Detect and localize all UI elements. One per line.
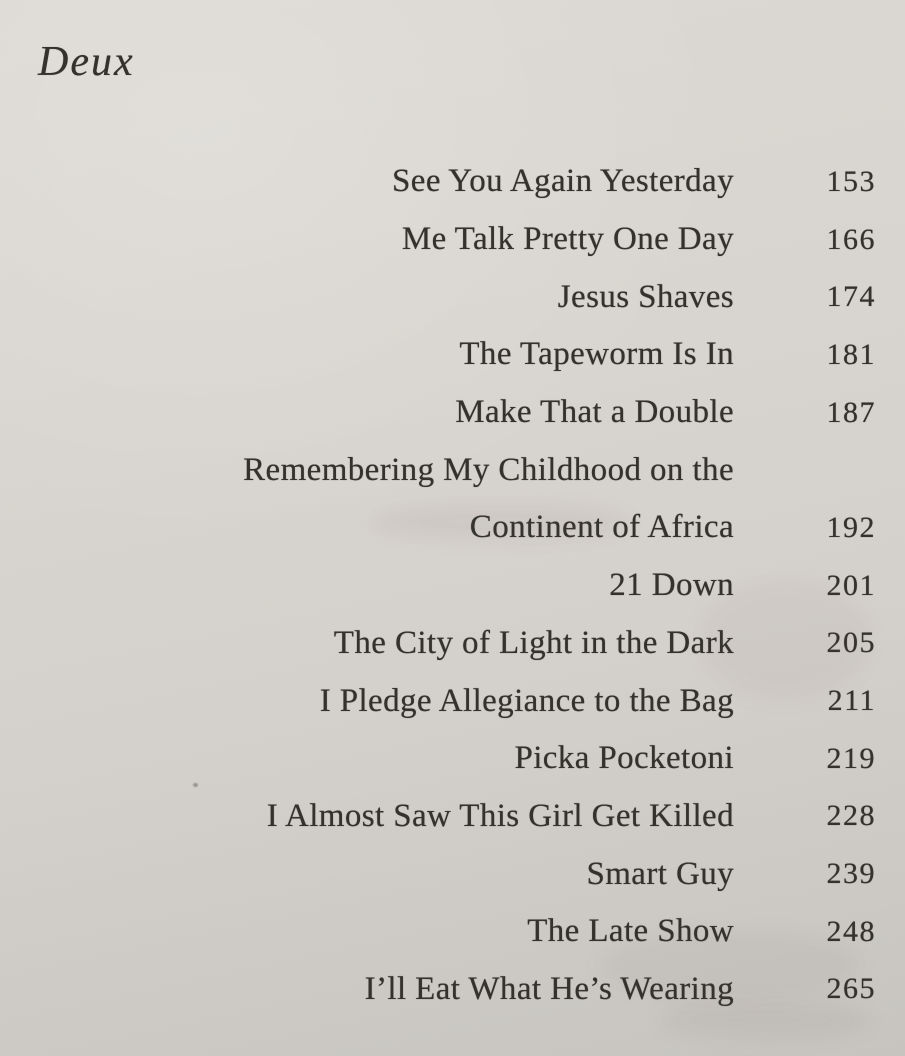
toc-row <box>30 672 876 730</box>
toc-row <box>30 268 876 326</box>
section-heading: Deux <box>38 39 135 85</box>
page-number: 166 <box>826 222 876 256</box>
page-number: 205 <box>826 626 876 660</box>
page-number: 153 <box>826 164 876 198</box>
toc-row <box>30 788 876 846</box>
chapter-title: I’ll Eat What He’s Wearing <box>364 970 734 1007</box>
page-number: 219 <box>826 741 876 775</box>
chapter-title: Remembering My Childhood on the <box>243 451 734 488</box>
chapter-title: I Pledge Allegiance to the Bag <box>319 682 734 719</box>
page-number: 228 <box>826 799 876 833</box>
page-number: 174 <box>826 280 876 314</box>
page-number: 265 <box>826 972 876 1006</box>
page-number: 248 <box>826 914 876 948</box>
page-number: 192 <box>826 510 876 544</box>
toc-row <box>30 499 876 557</box>
chapter-title: See You Again Yesterday <box>392 163 734 200</box>
chapter-title: Me Talk Pretty One Day <box>401 221 734 258</box>
toc-row <box>30 730 876 788</box>
toc-row <box>30 211 876 269</box>
chapter-title: The Tapeworm Is In <box>459 336 734 373</box>
toc-row <box>30 441 876 499</box>
chapter-title: Make That a Double <box>455 394 734 431</box>
chapter-title: Picka Pocketoni <box>514 740 734 777</box>
chapter-title: The City of Light in the Dark <box>333 624 734 661</box>
page-number: 201 <box>826 568 876 602</box>
toc-row <box>30 961 876 1019</box>
toc-row <box>30 845 876 903</box>
chapter-title: I Almost Saw This Girl Get Killed <box>266 797 734 834</box>
chapter-title: Continent of Africa <box>469 509 734 546</box>
toc-row <box>30 615 876 673</box>
page-number: 239 <box>826 857 876 891</box>
chapter-title: The Late Show <box>527 913 734 950</box>
chapter-title: 21 Down <box>609 567 734 604</box>
toc-row <box>30 903 876 961</box>
page-number: 187 <box>826 395 876 429</box>
page-number: 181 <box>826 337 876 371</box>
chapter-title: Smart Guy <box>586 855 734 892</box>
toc-row <box>30 384 876 442</box>
toc-row <box>30 326 876 384</box>
page-number: 211 <box>827 684 876 718</box>
toc-row <box>30 153 876 211</box>
toc-row <box>30 557 876 615</box>
toc-list <box>0 153 905 1018</box>
chapter-title: Jesus Shaves <box>557 278 734 315</box>
paper-speck <box>193 783 198 787</box>
